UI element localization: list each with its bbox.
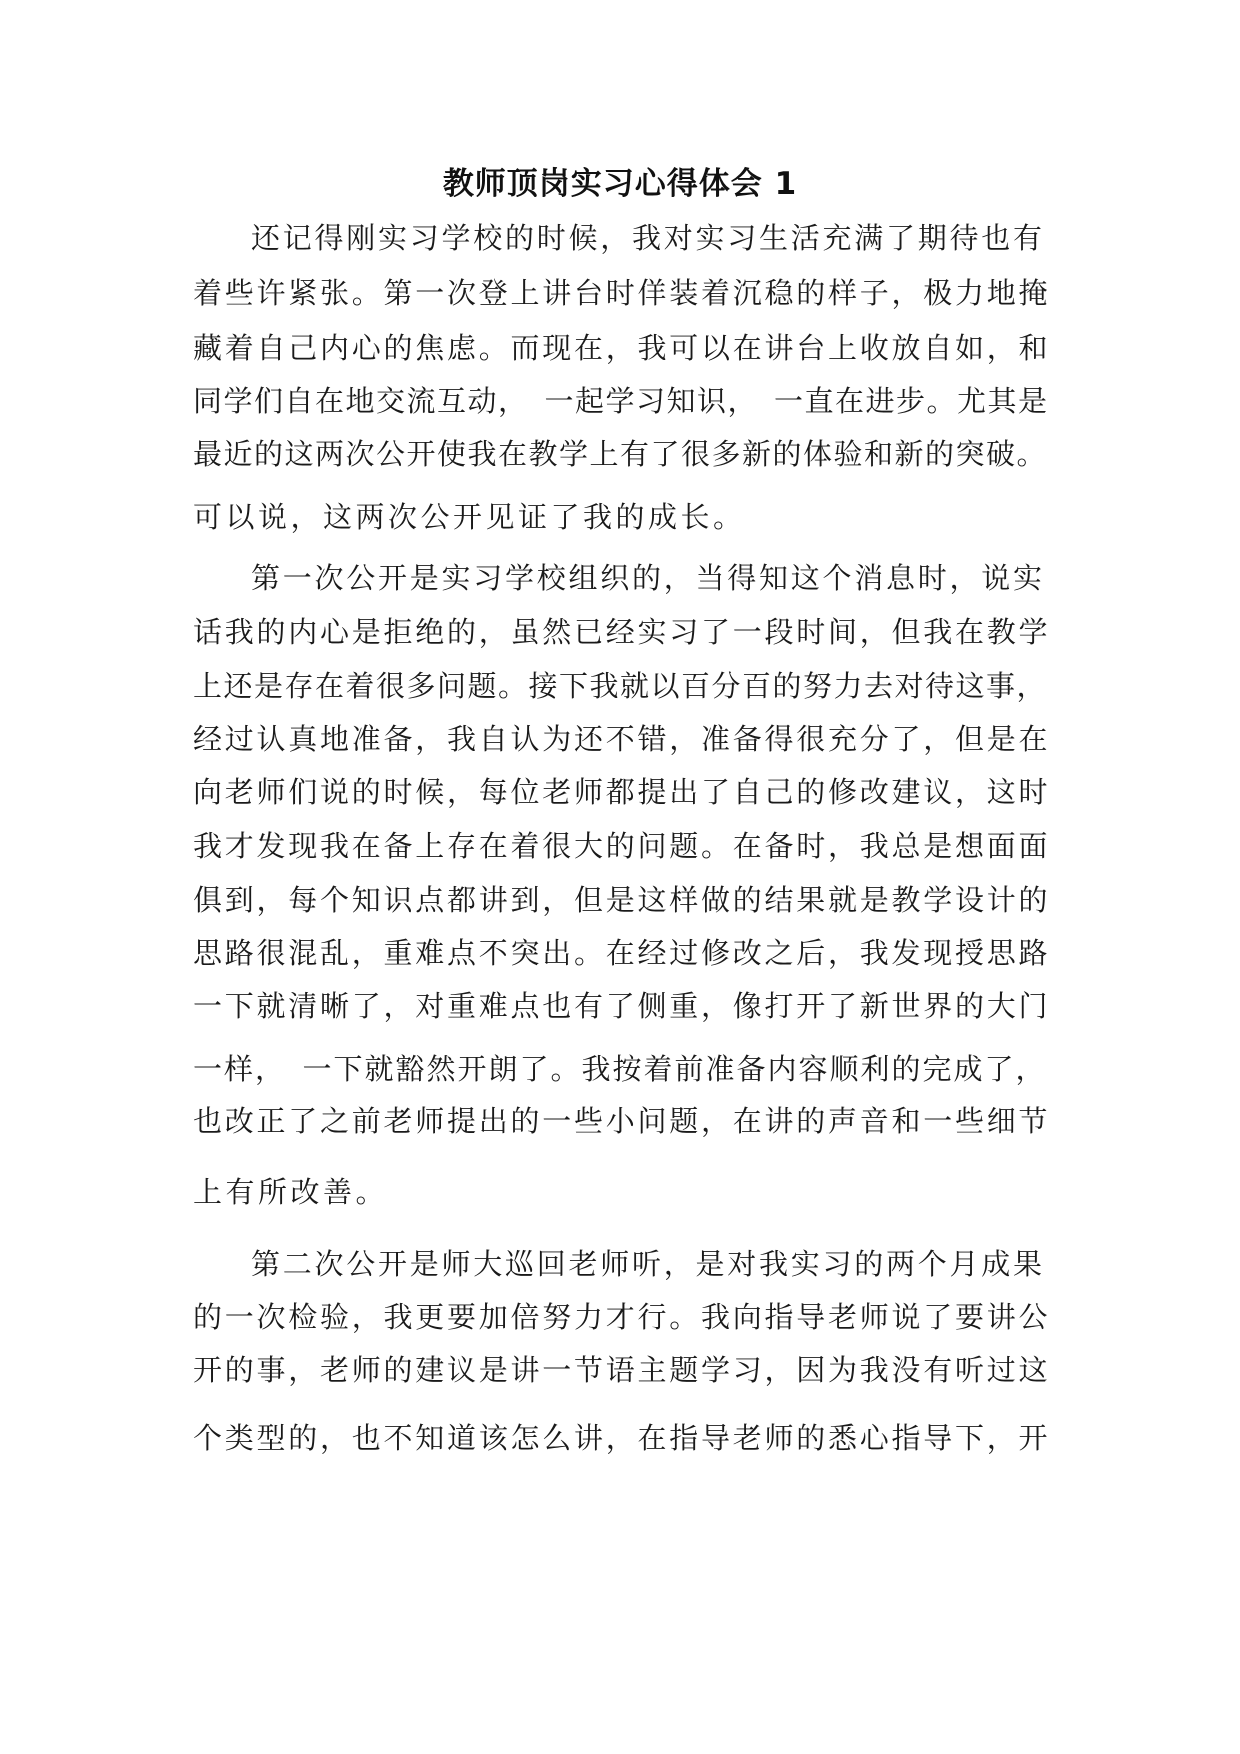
paragraph-line: 着些许紧张。第一次登上讲台时佯装着沉稳的样子，极力地掩 [193, 276, 1051, 310]
paragraph-line: 思路很混乱，重难点不突出。在经过修改之后，我发现授思路 [193, 936, 1051, 970]
paragraph-line: 话我的内心是拒绝的，虽然已经实习了一段时间，但我在教学 [193, 615, 1051, 649]
paragraph-line: 还记得刚实习学校的时候，我对实习生活充满了期待也有 [251, 221, 1045, 255]
paragraph-line: 一下就清晰了，对重难点也有了侧重，像打开了新世界的大门 [193, 989, 1051, 1023]
paragraph-line: 也改正了之前老师提出的一些小问题，在讲的声音和一些细节 [193, 1104, 1051, 1138]
paragraph-line: 可以说，这两次公开见证了我的成长。 [193, 500, 746, 534]
paragraph-line: 同学们自在地交流互动， 一起学习知识， 一直在进步。尤其是 [193, 384, 1049, 418]
paragraph-line: 最近的这两次公开使我在教学上有了很多新的体验和新的突破。 [193, 437, 1048, 471]
paragraph-line: 第二次公开是师大巡回老师听，是对我实习的两个月成果 [251, 1247, 1045, 1281]
paragraph-line: 藏着自己内心的焦虑。而现在，我可以在讲台上收放自如，和 [193, 331, 1051, 365]
paragraph-line: 开的事，老师的建议是讲一节语主题学习，因为我没有听过这 [193, 1353, 1051, 1387]
paragraph-line: 第一次公开是实习学校组织的，当得知这个消息时，说实 [251, 561, 1045, 595]
paragraph-line: 一样， 一下就豁然开朗了。我按着前准备内容顺利的完成了， [193, 1052, 1047, 1086]
paragraph-line: 的一次检验，我更要加倍努力才行。我向指导老师说了要讲公 [193, 1300, 1051, 1334]
paragraph-line: 经过认真地准备，我自认为还不错，准备得很充分了，但是在 [193, 722, 1051, 756]
paragraph-line: 俱到，每个知识点都讲到，但是这样做的结果就是教学设计的 [193, 883, 1051, 917]
paragraph-line: 上还是存在着很多问题。接下我就以百分百的努力去对待这事， [193, 669, 1048, 703]
document-title: 教师顶岗实习心得体会 1 [442, 166, 798, 202]
paragraph-line: 向老师们说的时候，每位老师都提出了自己的修改建议，这时 [193, 775, 1051, 809]
paragraph-line: 上有所改善。 [193, 1175, 389, 1209]
paragraph-line: 我才发现我在备上存在着很大的问题。在备时，我总是想面面 [193, 829, 1051, 863]
paragraph-line: 个类型的，也不知道该怎么讲，在指导老师的悉心指导下，开 [193, 1421, 1051, 1455]
